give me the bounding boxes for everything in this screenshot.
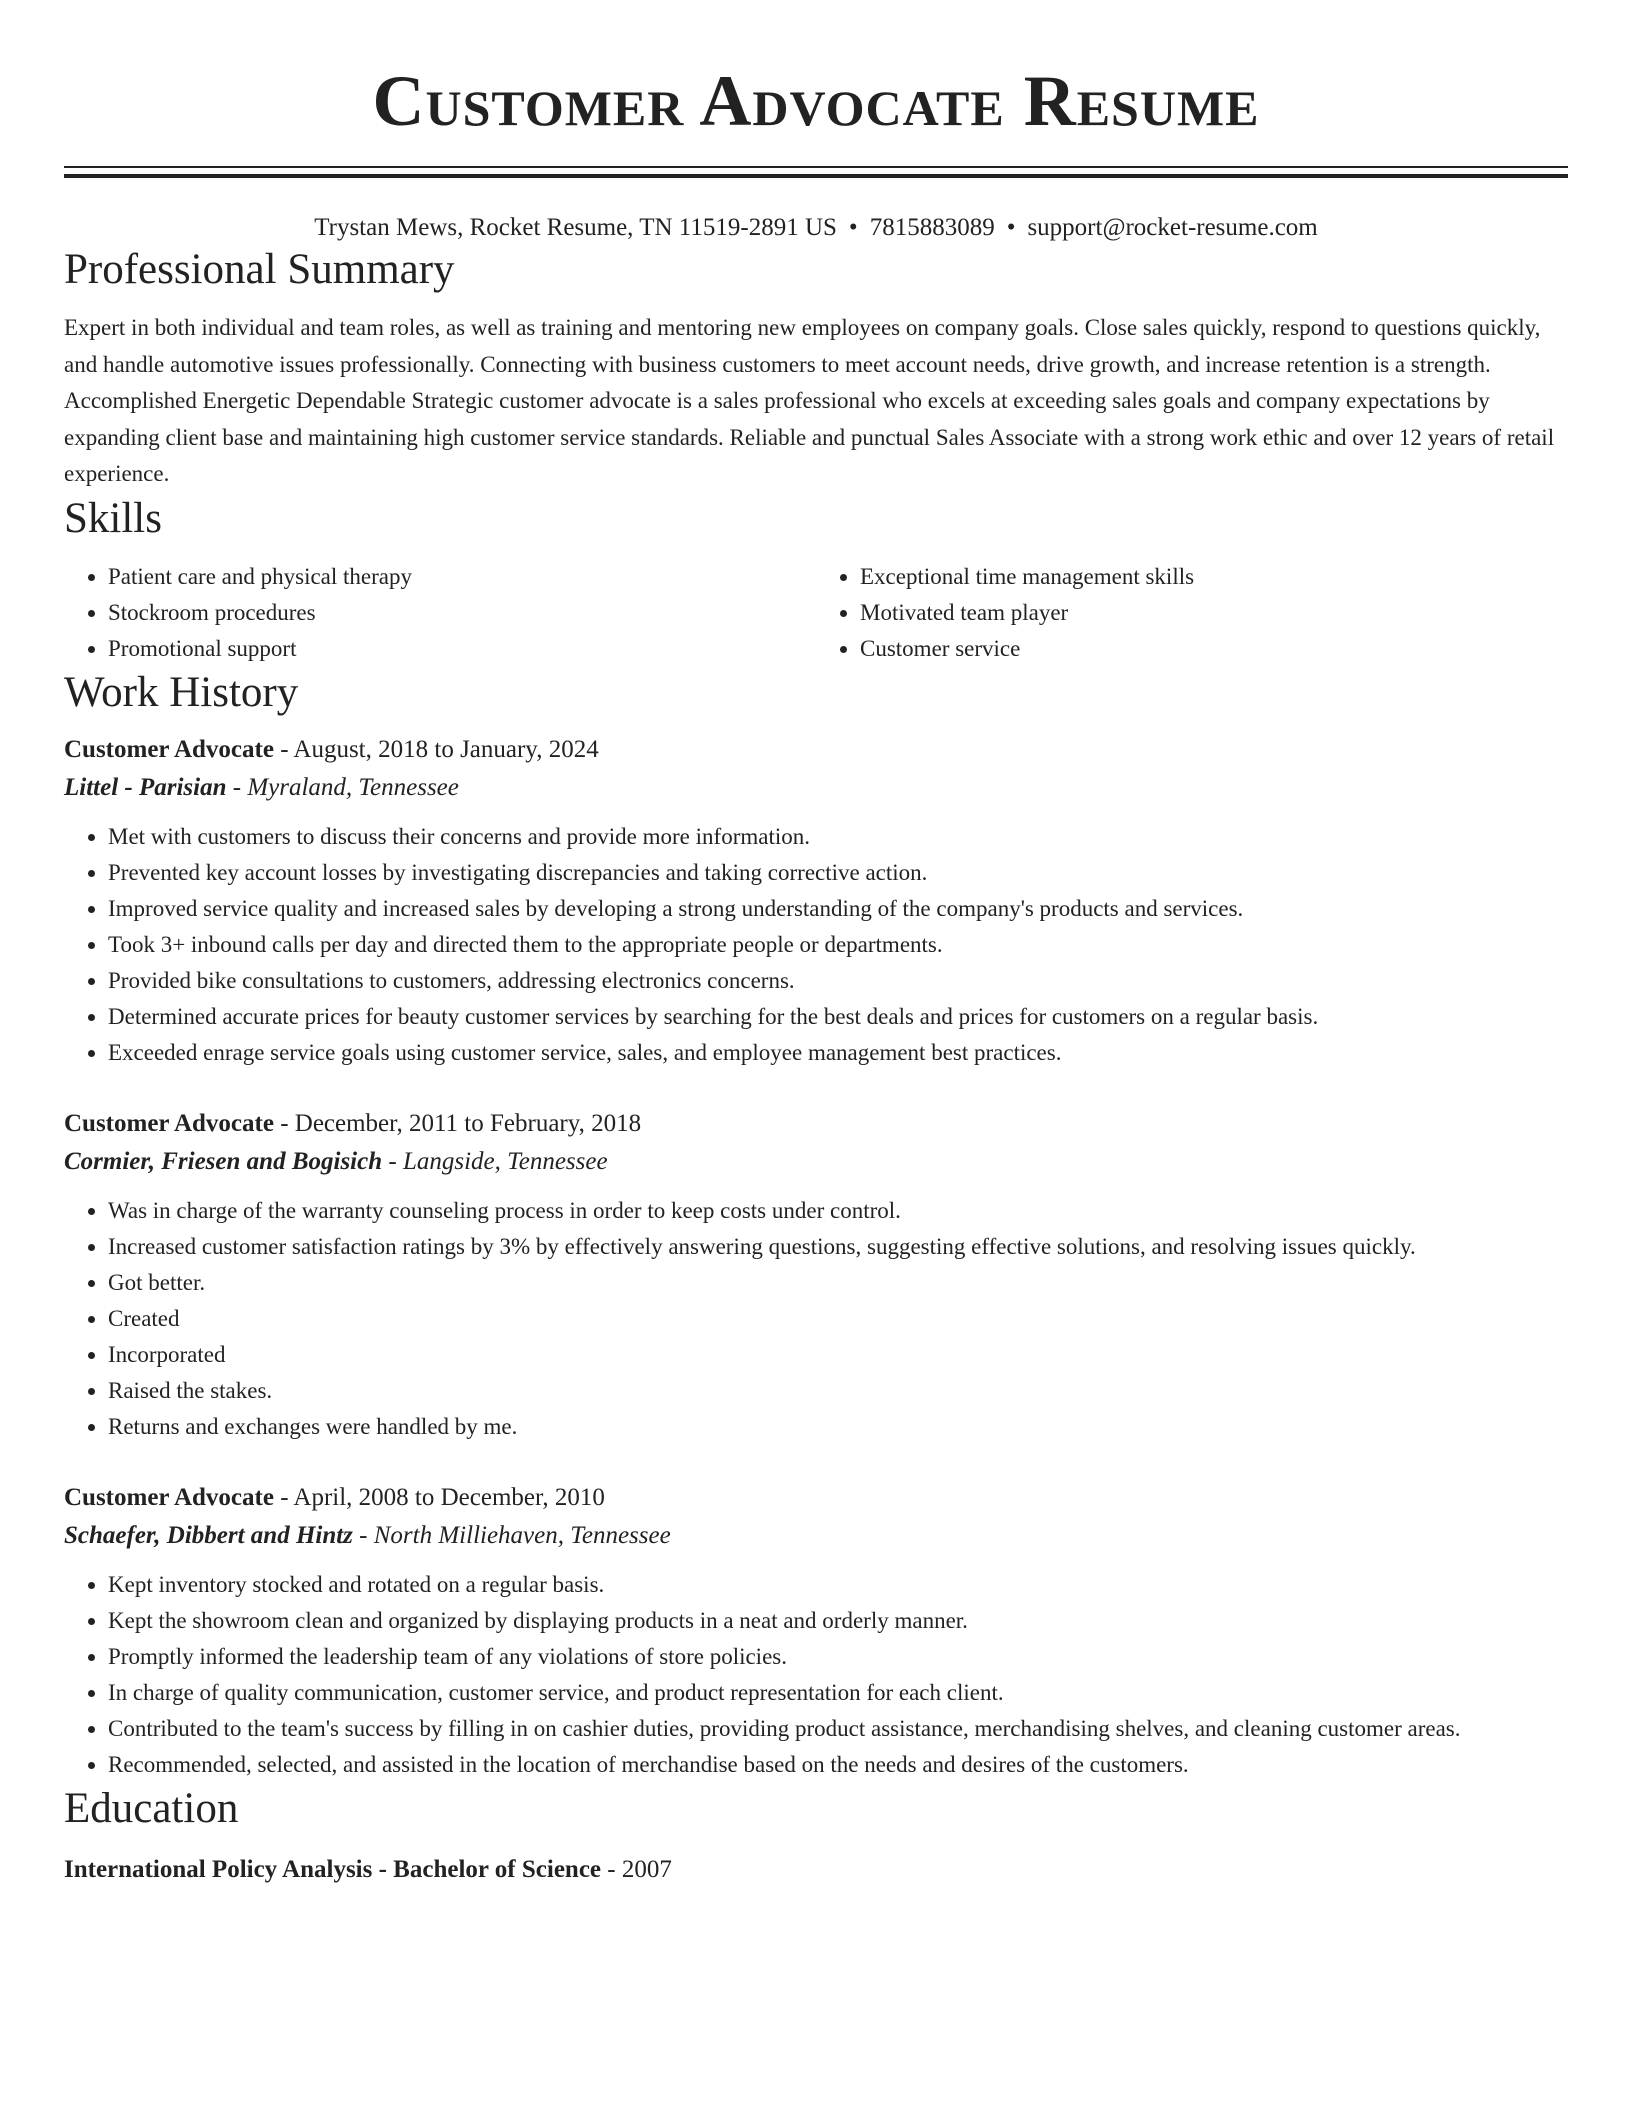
resume-title: Customer Advocate Resume bbox=[372, 61, 1260, 141]
job-entry bbox=[64, 1479, 1568, 1783]
job-dash: - bbox=[382, 1147, 403, 1175]
skill-item: • Motivated team player bbox=[860, 595, 1568, 631]
job-dash: - bbox=[273, 1483, 294, 1511]
job-dates: April, 2008 to December, 2010 bbox=[293, 1483, 605, 1511]
contact-address: Trystan Mews, Rocket Resume, TN 11519-2891 US bbox=[314, 214, 837, 241]
skills-column-right bbox=[816, 559, 1568, 667]
skill-item: • Promotional support bbox=[108, 631, 816, 667]
job-bullet: • Met with customers to discuss their concerns and provide more information. bbox=[108, 819, 1568, 855]
job-dash: - bbox=[226, 773, 248, 801]
skills-heading: Skills bbox=[64, 494, 162, 542]
education-heading: Education bbox=[64, 1784, 239, 1832]
skill-item: • Exceptional time management skills bbox=[860, 559, 1568, 595]
job-bullet: • Improved service quality and increased sales by developing a strong understanding of the company's products and services. bbox=[108, 891, 1568, 927]
title-double-rule bbox=[64, 166, 1568, 178]
job-bullets bbox=[64, 1193, 1568, 1445]
contact-email: support@rocket-resume.com bbox=[1027, 214, 1318, 241]
job-bullet: • Was in charge of the warranty counseling process in order to keep costs under control. bbox=[108, 1193, 1568, 1229]
summary-text: Expert in both individual and team roles, as well as training and mentoring new employees on company goals. Close sales quickly, respond to questions quickly, and handle automotive issues professionally. Connecting with business customers to meet account needs, drive growth, and increase retention is a strength. Accomplished Energetic Dependable Strategic customer advocate is a sales professional who excels at exceeding sales goals and company expectations by expanding client base and maintaining high customer service standards. Reliable and punctual Sales Associate with a strong work ethic and over 12 years of retail experience. bbox=[64, 315, 1555, 486]
job-title: Customer Advocate bbox=[64, 1483, 274, 1511]
job-entry bbox=[64, 731, 1568, 1071]
job-bullet: • Got better. bbox=[108, 1265, 1568, 1301]
education-dash: - bbox=[601, 1855, 622, 1883]
job-bullet: • Raised the stakes. bbox=[108, 1373, 1568, 1409]
job-bullet: • Prevented key account losses by investigating discrepancies and taking corrective action. bbox=[108, 855, 1568, 891]
work-history-list bbox=[64, 731, 1568, 1783]
education-degree: International Policy Analysis - Bachelor of Science bbox=[64, 1855, 602, 1883]
job-bullet: • Recommended, selected, and assisted in the location of merchandise based on the needs and desires of the customers. bbox=[108, 1747, 1568, 1783]
job-dates: December, 2011 to February, 2018 bbox=[294, 1109, 642, 1137]
job-title-line bbox=[64, 1105, 1568, 1143]
contact-separator: • bbox=[848, 214, 858, 241]
contact-separator: • bbox=[1006, 214, 1016, 241]
job-bullet: • Provided bike consultations to customers, addressing electronics concerns. bbox=[108, 963, 1568, 999]
job-bullet: • Contributed to the team's success by filling in on cashier duties, providing product assistance, merchandising shelves, and cleaning customer areas. bbox=[108, 1711, 1568, 1747]
education-year: 2007 bbox=[621, 1855, 672, 1883]
job-title: Customer Advocate bbox=[64, 1109, 274, 1137]
job-dates: August, 2018 to January, 2024 bbox=[293, 735, 599, 763]
job-bullet: • In charge of quality communication, customer service, and product representation for each client. bbox=[108, 1675, 1568, 1711]
skill-item: • Patient care and physical therapy bbox=[108, 559, 816, 595]
skills-list bbox=[64, 559, 1568, 667]
job-location: Myraland, Tennessee bbox=[247, 773, 459, 801]
job-bullet: • Took 3+ inbound calls per day and directed them to the appropriate people or departments. bbox=[108, 927, 1568, 963]
job-bullet: • Kept the showroom clean and organized by displaying products in a neat and orderly manner. bbox=[108, 1603, 1568, 1639]
job-bullet: • Increased customer satisfaction ratings by 3% by effectively answering questions, suggesting effective solutions, and resolving issues quickly. bbox=[108, 1229, 1568, 1265]
job-company: Littel - Parisian bbox=[64, 773, 227, 801]
job-bullet: • Incorporated bbox=[108, 1337, 1568, 1373]
job-entry bbox=[64, 1105, 1568, 1445]
job-location: North Milliehaven, Tennessee bbox=[373, 1521, 671, 1549]
job-bullet: • Promptly informed the leadership team of any violations of store policies. bbox=[108, 1639, 1568, 1675]
skill-item: • Customer service bbox=[860, 631, 1568, 667]
education-entry bbox=[64, 1851, 1568, 1889]
job-title-line bbox=[64, 1479, 1568, 1517]
skill-item: • Stockroom procedures bbox=[108, 595, 816, 631]
contact-line bbox=[64, 212, 1568, 244]
job-location: Langside, Tennessee bbox=[402, 1147, 608, 1175]
job-bullet: • Determined accurate prices for beauty customer services by searching for the best deals and prices for customers on a regular basis. bbox=[108, 999, 1568, 1035]
job-company-line bbox=[64, 769, 1568, 807]
job-dash: - bbox=[273, 1109, 295, 1137]
job-company: Cormier, Friesen and Bogisich bbox=[64, 1147, 383, 1175]
job-title-line bbox=[64, 731, 1568, 769]
job-dash: - bbox=[352, 1521, 374, 1549]
summary-heading: Professional Summary bbox=[64, 246, 455, 293]
job-title: Customer Advocate bbox=[64, 735, 274, 763]
work-history-heading: Work History bbox=[64, 668, 299, 716]
job-bullet: • Kept inventory stocked and rotated on a regular basis. bbox=[108, 1567, 1568, 1603]
job-dash: - bbox=[273, 735, 294, 763]
contact-phone: 7815883089 bbox=[869, 214, 995, 241]
job-bullets bbox=[64, 1567, 1568, 1783]
job-bullets bbox=[64, 819, 1568, 1071]
job-company-line bbox=[64, 1143, 1568, 1181]
job-bullet: • Created bbox=[108, 1301, 1568, 1337]
job-company: Schaefer, Dibbert and Hintz bbox=[64, 1521, 353, 1549]
job-company-line bbox=[64, 1517, 1568, 1555]
skills-column-left bbox=[64, 559, 816, 667]
job-bullet: • Returns and exchanges were handled by me. bbox=[108, 1409, 1568, 1445]
job-bullet: • Exceeded enrage service goals using customer service, sales, and employee management best practices. bbox=[108, 1035, 1568, 1071]
